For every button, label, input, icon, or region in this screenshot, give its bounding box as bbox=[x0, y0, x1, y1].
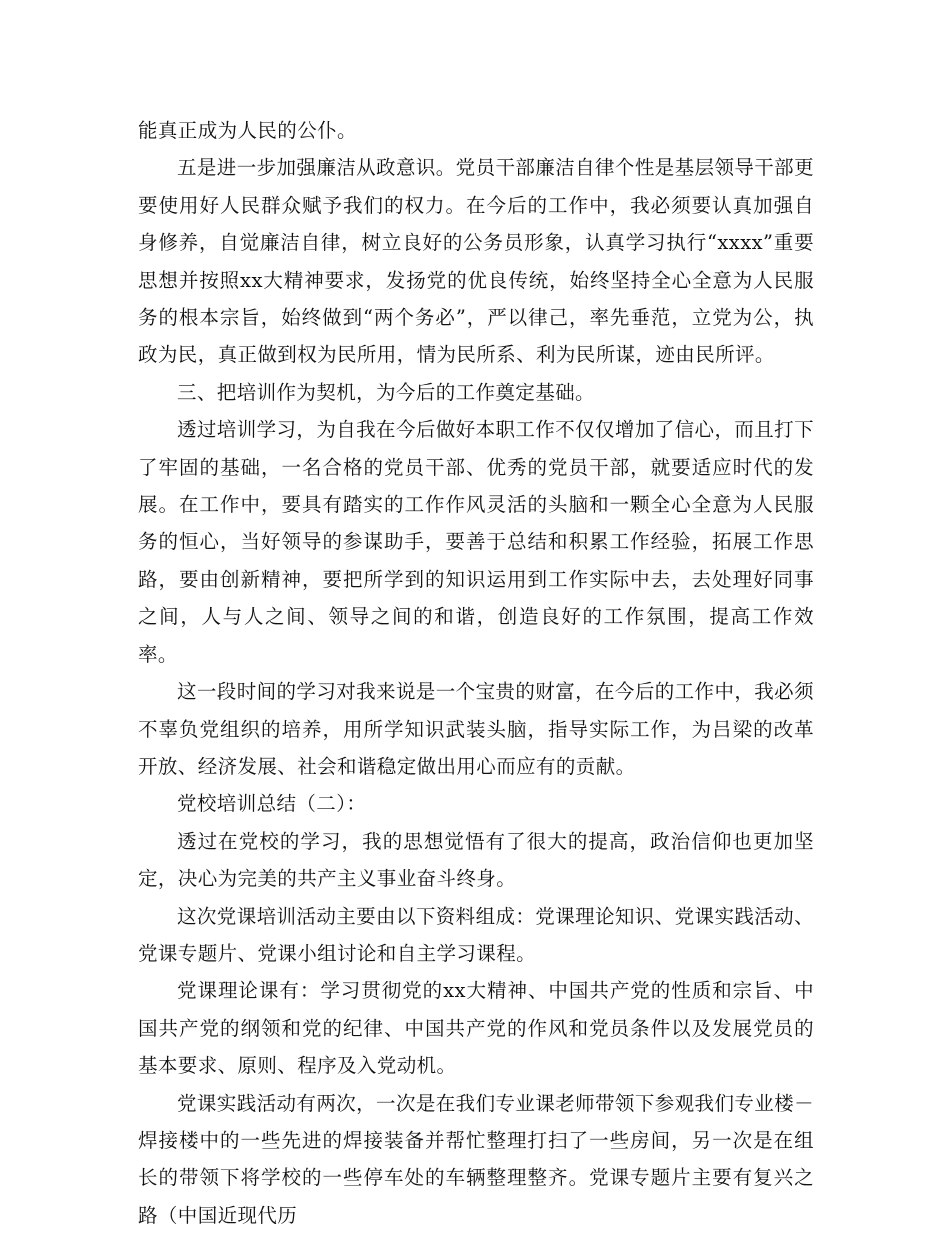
paragraph-2: 五是进一步加强廉洁从政意识。党员干部廉洁自律个性是基层领导干部更要使用好人民群众赋予我们的权力。在今后的工作中，我必须要认真加强自身修养，自觉廉洁自律，树立良好的公务员形象，认真学习执行“xxxx”重要思想并按照xx大精神要求，发扬党的优良传统，始终坚持全心全意为人民服务的根本宗旨，始终做到“两个务必”，严以律己，率先垂范，立党为公，执政为民，真正做到权为民所用，情为民所系、利为民所谋，迹由民所评。 bbox=[138, 156, 814, 367]
paragraph-1: 能真正成为人民的公仆。 bbox=[138, 119, 357, 142]
section-heading-3: 三、把培训作为契机，为今后的工作奠定基础。 bbox=[177, 380, 595, 404]
document-body bbox=[138, 112, 814, 1234]
paragraph-9: 党课理论课有：学习贯彻党的xx大精神、中国共产党的性质和宗旨、中国共产党的纲领和党的纪律、中国共产党的作风和党员条件以及发展党员的基本要求、原则、程序及入党动机。 bbox=[138, 979, 814, 1078]
section-heading-summary-2: 党校培训总结（二）： bbox=[177, 792, 367, 816]
paragraph-5: 这一段时间的学习对我来说是一个宝贵的财富，在今后的工作中，我必须不辜负党组织的培养，用所学知识武装头脑，指导实际工作，为吕梁的改革开放、经济发展、社会和谐稳定做出用心而应有的贡献。 bbox=[138, 680, 814, 778]
paragraph-8: 这次党课培训活动主要由以下资料组成：党课理论知识、党课实践活动、党课专题片、党课小组讨论和自主学习课程。 bbox=[138, 904, 814, 965]
paragraph-4: 透过培训学习，为自我在今后做好本职工作不仅仅增加了信心，而且打下了牢固的基础，一名合格的党员干部、优秀的党员干部，就要适应时代的发展。在工作中，要具有踏实的工作作风灵活的头脑和一颗全心全意为人民服务的恒心，当好领导的参谋助手，要善于总结和积累工作经验，拓展工作思路，要由创新精神，要把所学到的知识运用到工作实际中去，去处理好同事之间，人与人之间、领导之间的和谐，创造良好的工作氛围，提高工作效率。 bbox=[138, 418, 814, 666]
paragraph-10: 党课实践活动有两次，一次是在我们专业课老师带领下参观我们专业楼－焊接楼中的一些先进的焊接装备并帮忙整理打扫了一些房间，另一次是在组长的带领下将学校的一些停车处的车辆整理整齐。党课专题片主要有复兴之路（中国近现代历 bbox=[138, 1091, 814, 1227]
paragraph-7: 透过在党校的学习，我的思想觉悟有了很大的提高，政治信仰也更加坚定，决心为完美的共产主义事业奋斗终身。 bbox=[138, 829, 814, 891]
